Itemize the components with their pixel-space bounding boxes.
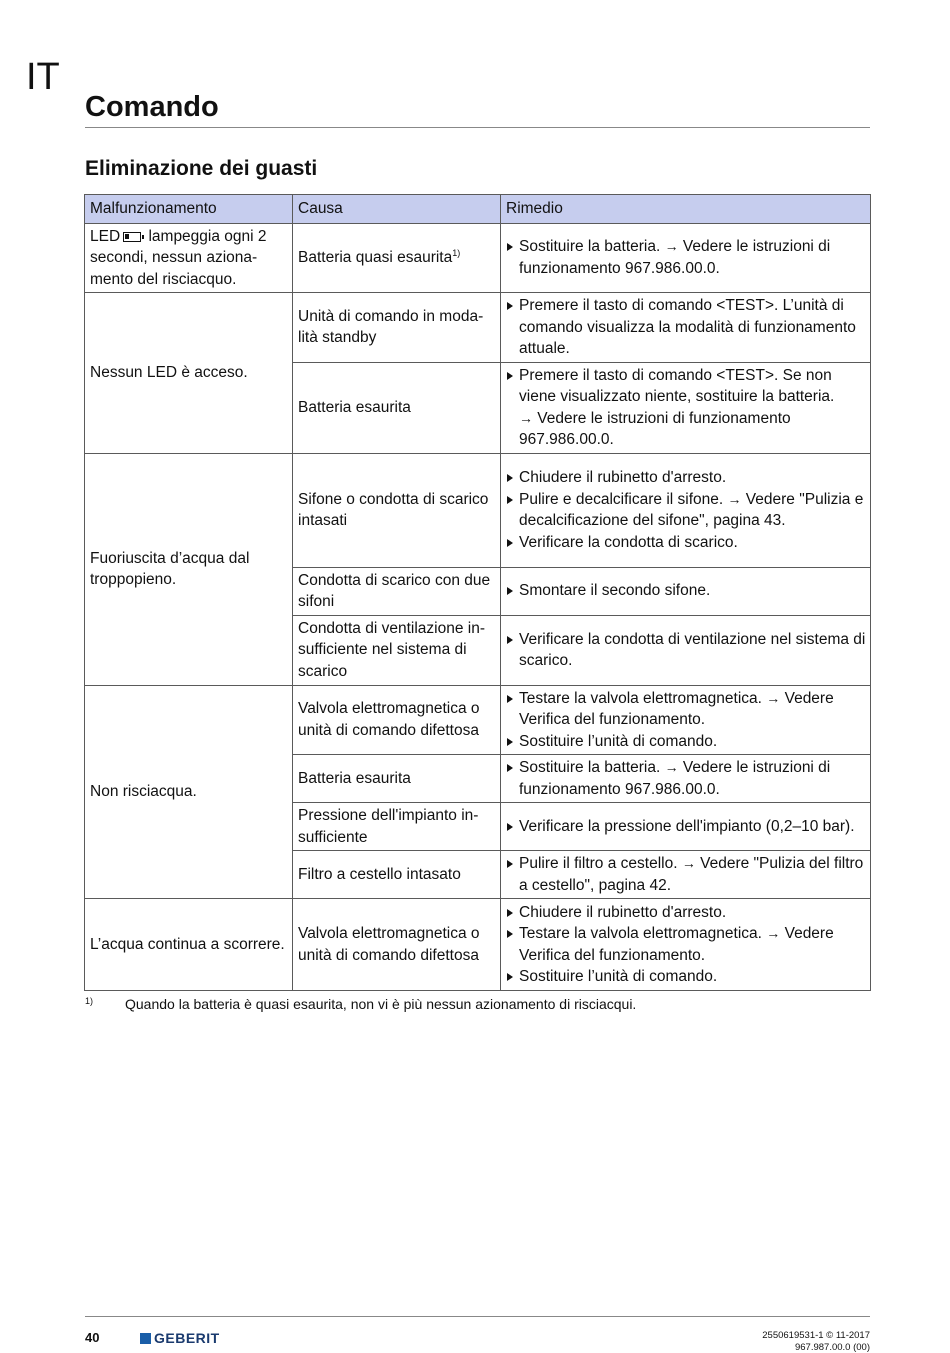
page-number: 40 [85,1330,100,1345]
remedy-cell [501,453,871,567]
list-item: Testare la valvola elettromagnetica. → Vedere Verifica del funzionamento. [505,923,868,966]
cause-cell: Pressione dell'impianto insufficiente [293,803,501,851]
arrow-right-icon: → [766,689,781,706]
remedy-cell [501,615,871,685]
list-item: Sostituire la batteria. → Vedere le istruzioni di funzionamento 967.986.00.0. [505,757,868,800]
list-item: Testare la valvola elettromagnetica. → Vedere Verifica del funzionamento. [505,688,868,731]
remedy-cell [501,567,871,615]
malfunction-cell: LED lampeggia ogni 2 secondi, nessun azionamento del risciacquo. [85,223,293,293]
battery-low-icon [123,232,141,242]
column-header-remedy: Rimedio [501,195,871,224]
list-item: Verificare la condotta di ventilazione nel sistema di scarico. [505,629,868,672]
brand-logo [140,1330,220,1346]
list-item: Verificare la condotta di scarico. [505,532,868,554]
cause-cell: Valvola elettromagnetica o unità di comando difettosa [293,685,501,755]
document-number: 2550619531-1 © 11-2017 [762,1330,870,1341]
footnote-marker: 1) [85,996,94,1006]
list-item: Premere il tasto di comando <TEST>. Se non viene visualizzato niente, sostituire la batteria. [505,365,868,408]
list-item: Chiudere il rubinetto d'arresto. [505,467,868,489]
list-item: Chiudere il rubinetto d'arresto. [505,902,868,924]
cause-cell: Condotta di scarico con due sifoni [293,567,501,615]
language-code: IT [26,56,60,98]
arrow-right-icon: → [681,855,696,871]
arrow-right-icon: → [664,238,679,255]
list-item: Sostituire la batteria. → Vedere le istruzioni di funzionamento 967.986.00.0. [505,236,868,279]
list-item: Sostituire l’unità di comando. [505,966,868,988]
cause-cell: Sifone o condotta di scarico intasati [293,453,501,567]
table-header-row [85,195,871,224]
troubleshooting-table [84,194,871,991]
title-divider [85,127,870,128]
arrow-right-icon: → [727,490,742,507]
footnote-ref: 1) [452,247,461,258]
list-item: Pulire e decalcificare il sifone. → Vedere "Pulizia e decalcificazione del sifone", pagina 43. [505,489,868,532]
malfunction-cell: Nessun LED è acceso. [85,293,293,454]
remedy-cell [501,851,871,899]
document-reference [762,1330,870,1353]
cause-cell: Filtro a cestello intasato [293,851,501,899]
footer-divider [85,1316,870,1317]
table-row [85,685,871,755]
table-row [85,223,871,293]
table-row [85,453,871,567]
remedy-cell [501,803,871,851]
arrow-right-icon: → [519,409,533,426]
malfunction-cell: L’acqua continua a scorrere. [85,899,293,991]
section-title: Eliminazione dei guasti [85,157,318,180]
list-item: Verificare la pressione dell'impianto (0,2–10 bar). [505,816,868,838]
remedy-cell [501,223,871,293]
cause-cell: Batteria quasi esaurita$^{1)}$ [293,223,501,293]
remedy-cell [501,685,871,755]
list-item: Premere il tasto di comando <TEST>. L’unità di comando visualizza la modalità di funzionamento attuale. [505,295,868,360]
brand-name: GEBERIT [154,1330,220,1346]
remedy-cell [501,755,871,803]
cause-cell: Batteria esaurita [293,755,501,803]
cause-cell: Valvola elettromagnetica o unità di comando difettosa [293,899,501,991]
arrow-right-icon: → [664,759,679,775]
list-item: Sostituire l’unità di comando. [505,731,868,753]
table-row [85,293,871,363]
list-item: → Vedere le istruzioni di funzionamento 967.986.00.0. [519,409,791,448]
logo-square-icon [140,1333,151,1344]
article-number: 967.987.00.0 (00) [794,1341,870,1353]
remedy-cell [501,362,871,453]
page-title: Comando [85,91,219,123]
table-row [85,899,871,991]
remedy-cell [501,899,871,991]
arrow-right-icon: → [766,925,781,941]
cause-cell: Condotta di ventilazione insufficiente nel sistema di scarico [293,615,501,685]
cause-cell: Unità di comando in modalità standby [293,293,501,363]
footnote-text: Quando la batteria è quasi esaurita, non vi è più nessun azionamento di risciacqui. [125,996,637,1012]
cause-cell: Batteria esaurita [293,362,501,453]
malfunction-cell: Non risciacqua. [85,685,293,899]
remedy-cell [501,293,871,363]
list-item: Pulire il filtro a cestello. → Vedere "Pulizia del filtro a cestello", pagina 42. [505,853,868,896]
column-header-malfunction: Malfunzionamento [85,195,293,224]
malfunction-cell: Fuoriuscita d’acqua dal troppopieno. [85,453,293,685]
list-item: Smontare il secondo sifone. [505,580,868,602]
column-header-cause: Causa [293,195,501,224]
